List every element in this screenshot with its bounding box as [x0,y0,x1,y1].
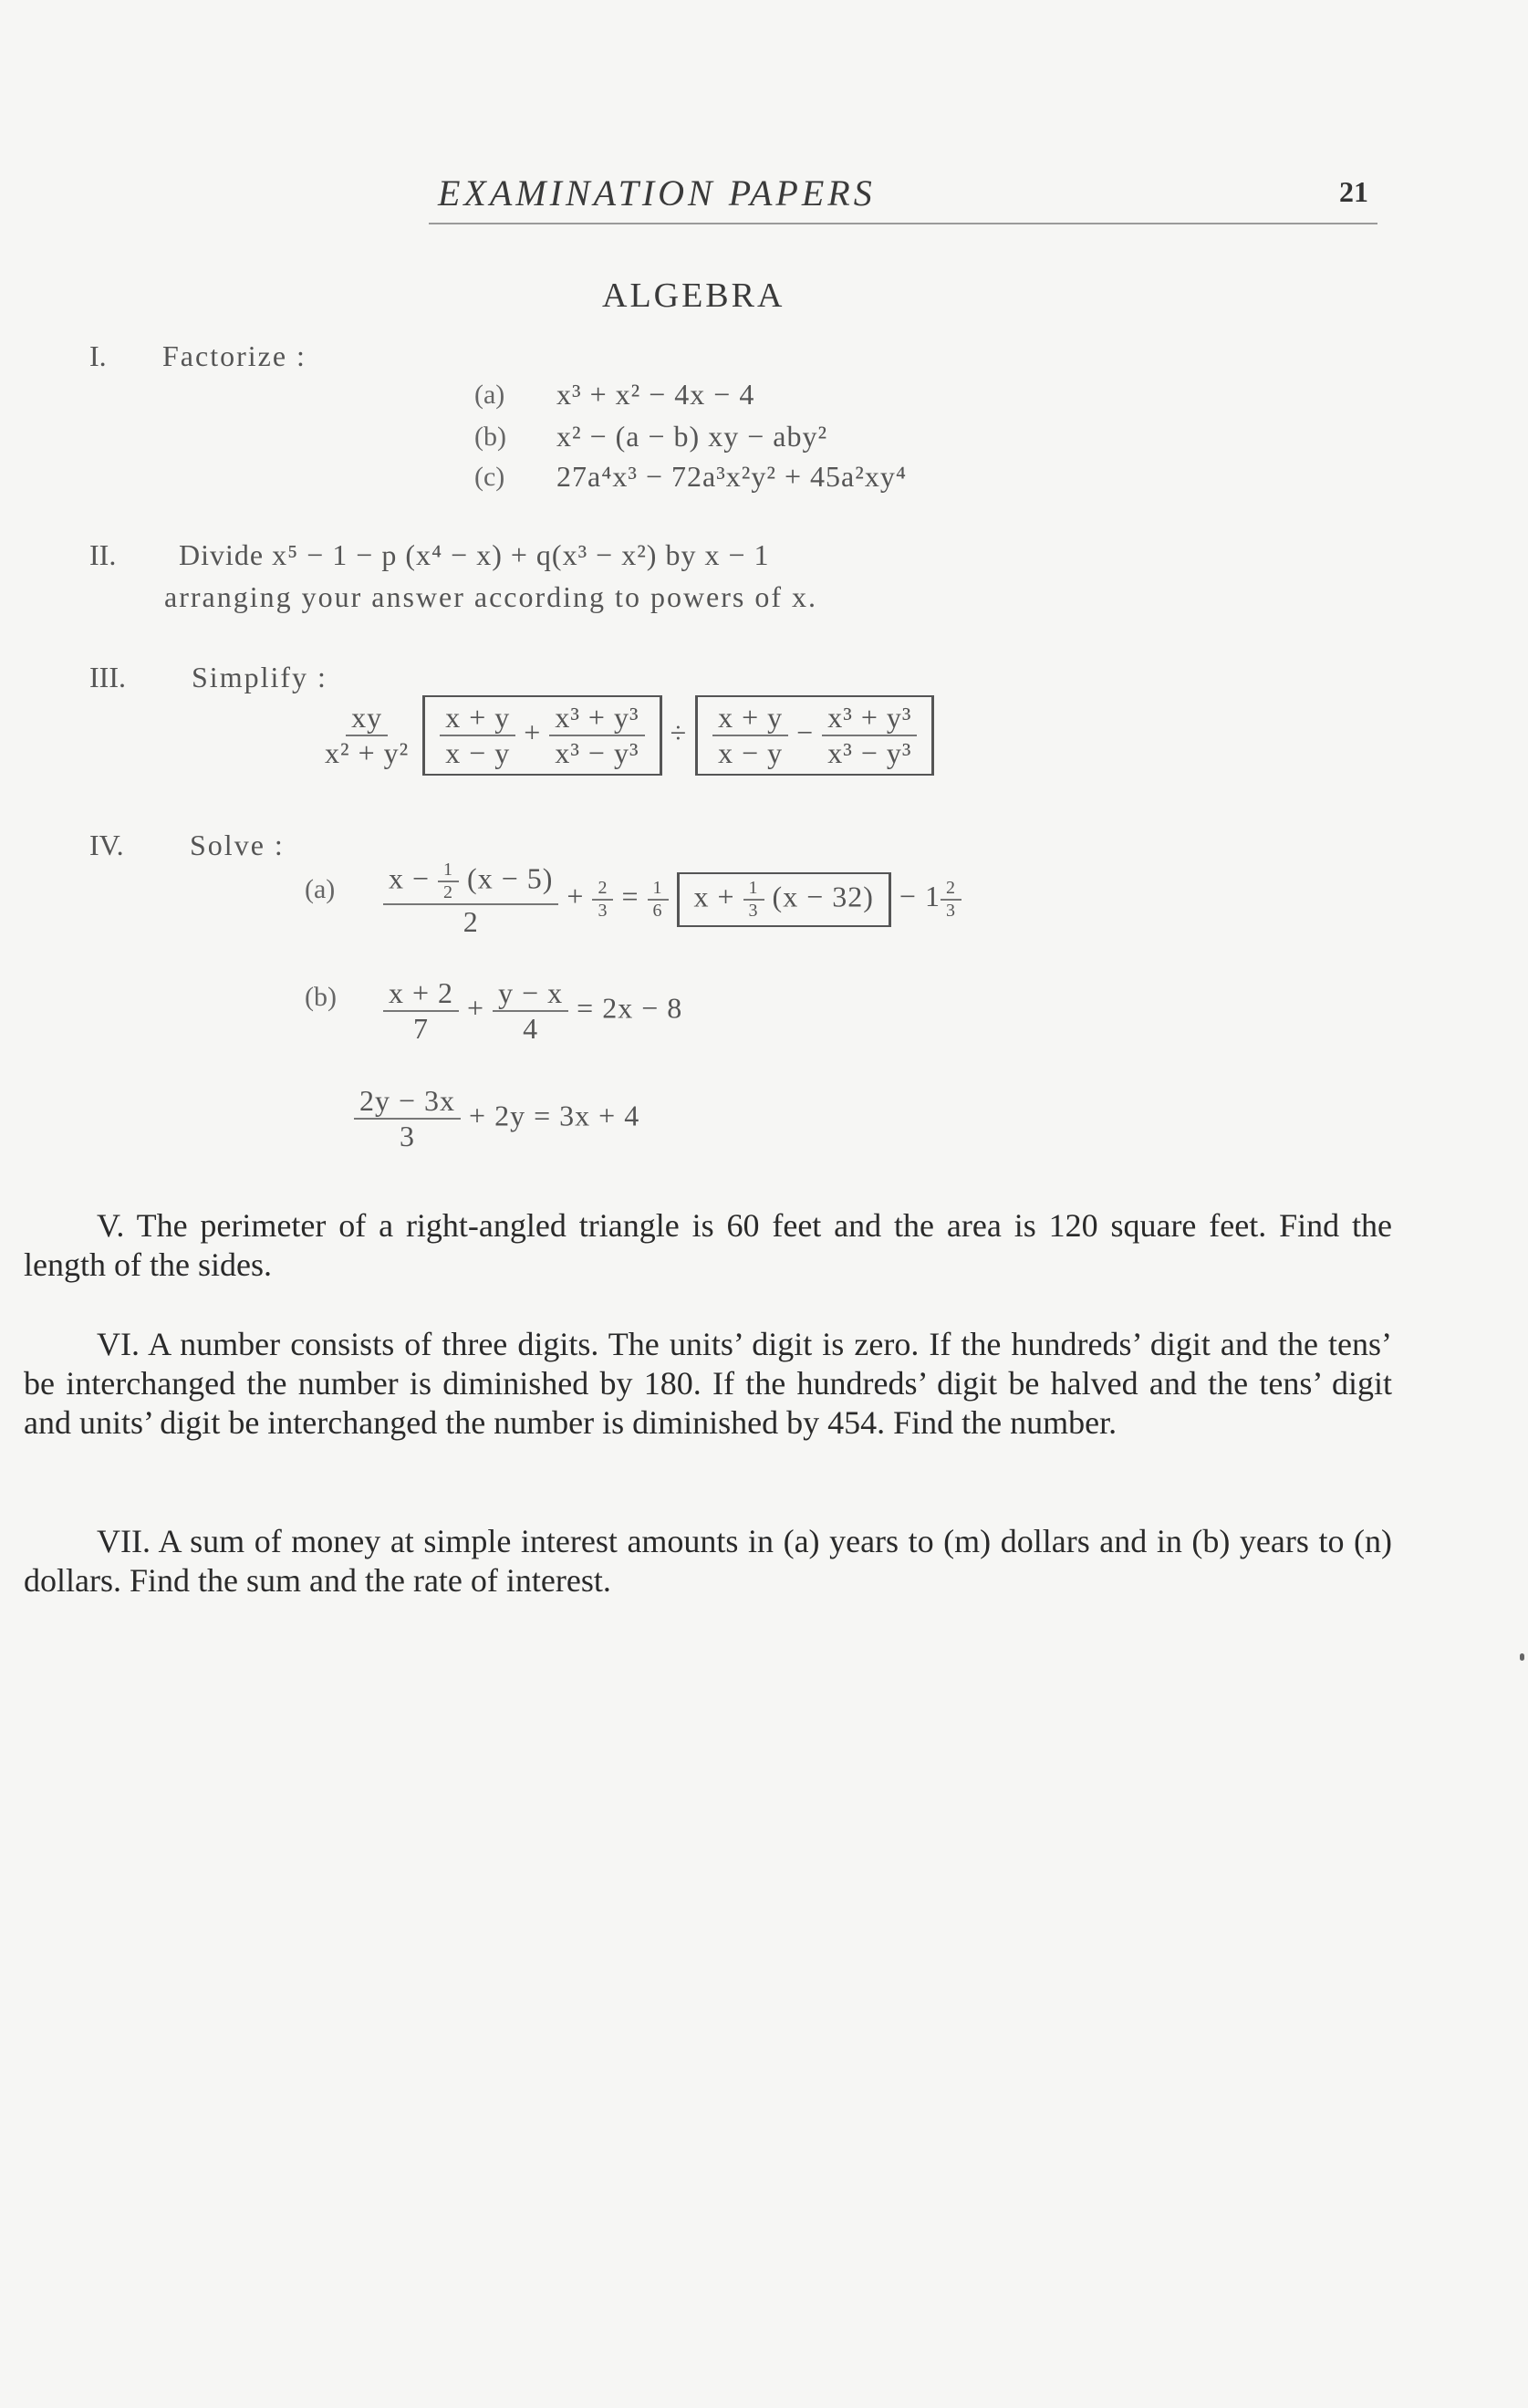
fraction [549,701,644,770]
q1-c-label: (c) [474,462,505,492]
rhs: = 2x − 8 [577,991,683,1025]
denominator: x³ − y³ [827,736,912,769]
numerator: x³ + y³ [822,701,917,736]
denominator: x − y [445,736,511,769]
denominator: x² + y² [325,736,410,769]
numerator: x³ + y³ [549,701,644,736]
question-vii [24,1522,1392,1600]
denominator: 3 [748,900,759,921]
fraction [648,878,669,922]
fraction [354,1084,461,1153]
q1-b-label: (b) [474,422,506,452]
numerator: 2 [941,878,961,901]
fraction [592,878,613,922]
q2-line2: arranging your answer according to powers of x. [164,580,818,613]
section-title: ALGEBRA [602,276,785,315]
q4-instruction: Solve : [190,829,285,861]
denominator: 6 [652,900,663,921]
question-vii-text: VII. A sum of money at simple interest amounts in (a) years to (m) dollars and in (b) years to (n) dollars. Find the sum and the rate of interest. [24,1523,1392,1599]
third-fraction [743,878,764,922]
numerator: y − x [493,976,568,1012]
q3-expression [319,695,934,776]
q3-instruction: Simplify : [192,661,327,693]
running-header: EXAMINATION PAPERS [438,172,876,214]
denominator: x³ − y³ [555,736,639,769]
numerator: 1 [438,860,459,882]
denominator: x − y [718,736,784,769]
q3-number: III. [89,661,126,693]
fraction [493,976,568,1046]
equals-sign: = [621,879,639,912]
header-rule [429,223,1377,224]
q4-b-label: (b) [305,982,337,1012]
denominator: 3 [945,900,956,921]
question-v [24,1206,1392,1285]
fraction [712,701,788,770]
q4-a-bracket [677,872,891,927]
q1-a-expr: x³ + x² − 4x − 4 [556,378,755,411]
numerator: 2 [592,878,613,901]
fraction [440,701,515,770]
fraction [383,976,459,1046]
numerator [383,860,558,905]
denominator: 3 [598,900,608,921]
q3-fraction-xy [319,701,414,770]
minus-sign: − [796,715,815,749]
q1-a-label: (a) [474,380,505,410]
numerator: 2y − 3x [354,1084,461,1120]
denominator: 7 [413,1012,430,1045]
denominator: 4 [523,1012,539,1045]
numerator: x + y [440,701,515,736]
q1-number: I. [89,339,107,372]
plus-sign: + [524,715,542,749]
denominator: 2 [463,905,479,938]
plus-sign: + [567,879,585,912]
q2-number: II. [89,538,117,571]
q4-a-equation [383,860,961,939]
rhs: + 2y = 3x + 4 [469,1099,640,1132]
term: x − [389,861,431,895]
question-vi-text: VI. A number consists of three digits. The units’ digit is zero. If the hundreds’ digit and the tens’ be interchanged the number is diminished by 180. If the hundreds’ digit be halved and the tens’ digit and units’ digit be interchanged the number is diminished by 454. Find the number. [24,1326,1392,1441]
q4-b-equation-2 [354,1084,639,1153]
q1-b-expr: x² − (a − b) xy − aby² [556,420,828,453]
term: − 1 [899,879,941,912]
mixed-fraction [941,878,961,922]
q4-number: IV. [89,829,124,861]
numerator: xy [346,701,388,736]
q4-b-equation-1 [383,976,682,1046]
numerator: 1 [743,878,764,901]
numerator: x + y [712,701,788,736]
q1-instruction: Factorize : [162,339,307,372]
denominator: 2 [443,882,454,902]
fraction [822,701,917,770]
term: x + [693,879,735,912]
question-v-text: V. The perimeter of a right-angled triangle is 60 feet and the area is 120 square feet. Find the length of the sides. [24,1207,1392,1283]
question-vi [24,1325,1392,1443]
q2-line1: Divide x⁵ − 1 − p (x⁴ − x) + q(x³ − x²) by x − 1 [179,538,770,571]
numerator: x + 2 [383,976,459,1012]
half-fraction [438,860,459,903]
denominator: 3 [400,1120,416,1152]
q4-a-label: (a) [305,874,336,904]
term: (x − 5) [467,861,554,895]
numerator: 1 [648,878,669,901]
q3-bracket-2 [695,695,934,776]
q3-bracket-1 [422,695,661,776]
division-sign: ÷ [670,715,688,749]
margin-speck [1520,1653,1524,1661]
term: (x − 32) [772,879,874,912]
q1-c-expr: 27a⁴x³ − 72a³x²y² + 45a²xy⁴ [556,460,907,493]
q4-a-big-fraction [383,860,558,939]
page-number: 21 [1339,175,1368,208]
plus-sign: + [467,991,485,1025]
